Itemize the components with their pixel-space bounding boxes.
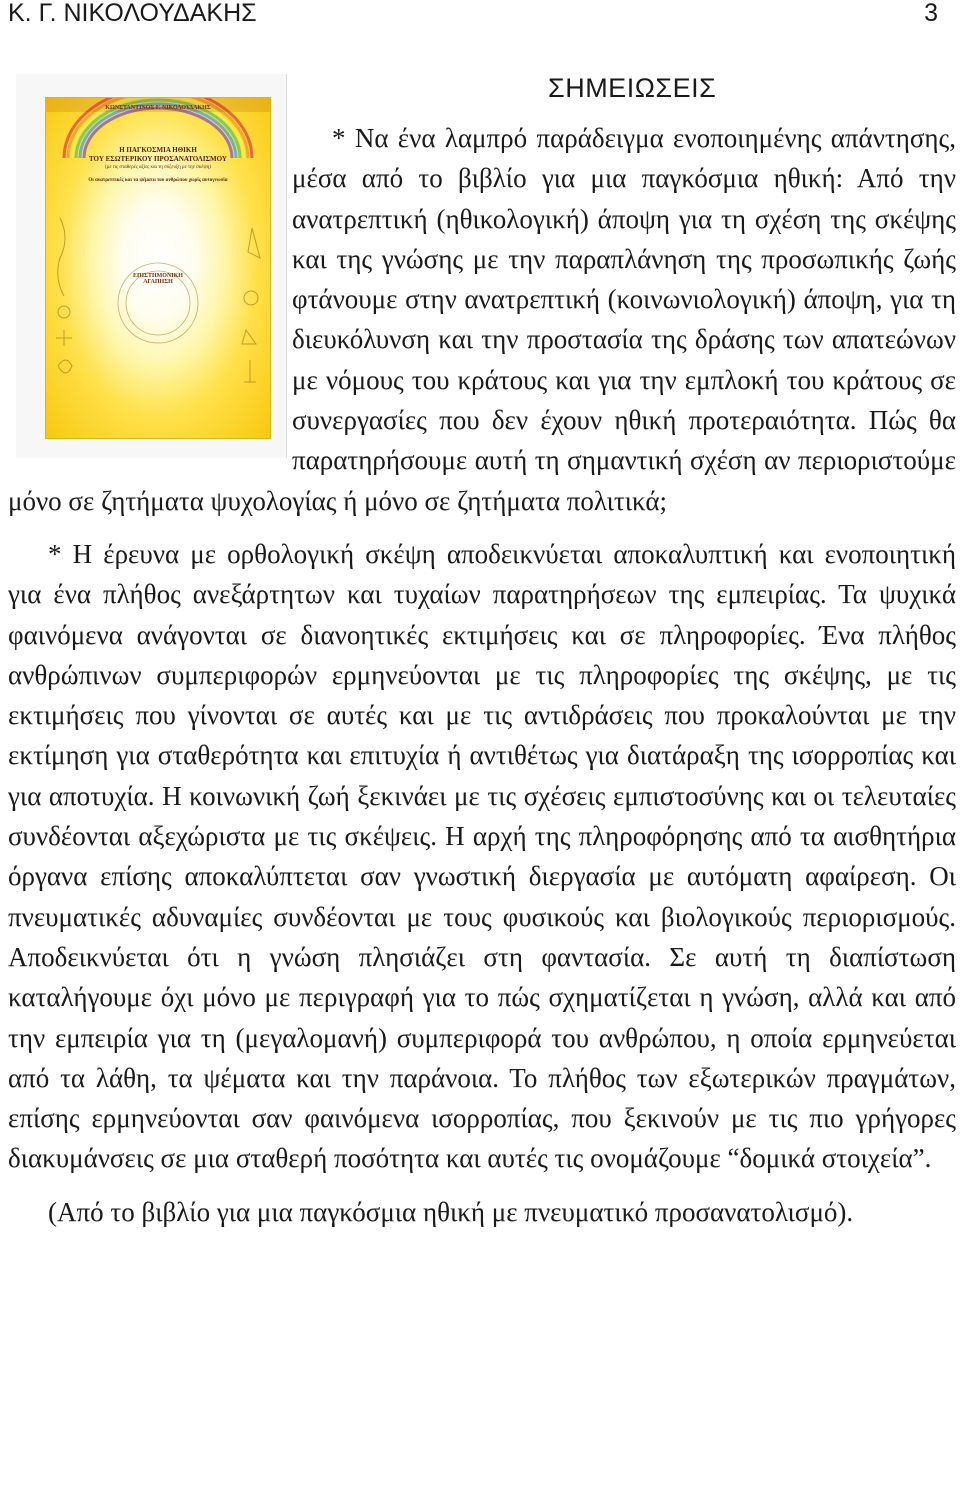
cover-title-note: (με τις σταθερές αξίες και τη σύζευξη με την σκέψη) (105, 165, 211, 170)
page-number: 3 (924, 0, 938, 27)
notes-body (8, 118, 956, 1232)
note-paragraph: * Η έρευνα με ορθολογική σκέψη αποδεικνύεται αποκαλυπτική και ενοποιητική για ένα πλήθος ανεξάρτητων και τυχαίων παρατηρήσεων της εμπειρίας. Τα ψυχικά φαινόμενα ανάγονται σε διανοητικές εκτιμήσεις και σε πληροφορίες. Ένα πλήθος ανθρώπινων συμπεριφορών ερμηνεύονται με τις πληροφορίες της σκέψης, με τις εκτιμήσεις που γίνονται σε αυτές και με τις αντιδράσεις που προκαλούνται με την εκτίμηση για σταθερότητα και επιτυχία ή αντιθέτως για διατάραξη της ισορροπίας και για αποτυχία. Η κοινωνική ζωή ξεκινάει με τις σχέσεις εμπιστοσύνης και οι τελευταίες συνδέονται αξεχώριστα με τις σκέψεις. Η αρχή της πληροφόρησης από τα αισθητήρια όργανα επίσης αποκαλύπτεται σαν γνωστική διεργασία με αυτόματη αφαίρεση. Οι πνευματικές αδυναμίες συνδέονται με τους φυσικούς και βιολογικούς περιορισμούς. Αποδεικνύεται ότι η γνώση πλησιάζει στη φαντασία. Σε αυτή τη διαπίστωση καταλήγουμε όχι μόνο με περιγραφή για το πώς σχηματίζεται η γνώση, αλλά και από την εμπειρία για τη (μεγαλομανή) συμπεριφορά του ανθρώπου, η οποία ερμηνεύεται από τα λάθη, τα ψέματα και την παράνοια. Το πλήθος των εξωτερικών πραγμάτων, επίσης ερμηνεύονται σαν φαινόμενα ισορροπίας, που ξεκινούν με τις πιο γρήγορες διακυμάνσεις σε μια σταθερή ποσότητα και αυτές τις ονομάζουμε “δομικά στοιχεία”. (8, 538, 956, 1174)
running-header (8, 0, 938, 30)
cover-subtitle: Οι ανατρεπτικές και τα ψέματα του ανθρώπου χωρίς αυτογνωσία (88, 178, 228, 183)
cover-title-line: ΤΟΥ ΕΣΩΤΕΡΙΚΟΥ ΠΡΟΣΑΝΑΤΟΛΙΣΜΟΥ (89, 155, 227, 163)
notes-heading: ΣΗΜΕΙΩΣΕΙΣ (548, 73, 717, 103)
figure-wrap-space (8, 118, 292, 478)
source-citation: (Από το βιβλίο για μια παγκόσμια ηθική με πνευματικό προσανατολισμό). (48, 1196, 854, 1227)
medallion-line: ΕΠΙΣΤΗΜΟΝΙΚΗ (133, 273, 183, 279)
note-paragraph: * Να ένα λαμπρό παράδειγμα ενοποιημένης απάντησης, μέσα από το βιβλίο για μια παγκόσμια ηθική: Από την ανατρεπτική (ηθικολογική) άποψη για τη σχέση της σκέψης και της γνώσης με την παραπλάνηση της προσωπικής ζωής φτάνουμε στην ανατρεπτική (κοινωνιολογική) άποψη, για τη διευκόλυνση και την προστασία της δράσης των απατεώνων με νόμους του κράτους και για την εμπλοκή του κράτους σε συνεργασίες που δεν έχουν ηθική προτεραιότητα. Πώς θα παρατηρήσουμε αυτή τη σημαντική σχέση αν περιοριστούμε μόνο σε ζητήματα ψυχολογίας ή μόνο σε ζητήματα πολιτικά; (8, 123, 956, 516)
cover-author: ΚΩΝΣΤΑΝΤΙΝΟΣ Γ. ΝΙΚΟΛΟΥΔΑΚΗΣ (105, 105, 211, 111)
running-header-author: Κ. Γ. ΝΙΚΟΛΟΥΔΑΚΗΣ (8, 0, 257, 27)
cover-title-line: Η ΠΑΓΚΟΣΜΙΑ ΗΘΙΚΗ (119, 146, 197, 154)
medallion-line: ΑΓΑΠΗΣΗ (143, 279, 173, 285)
